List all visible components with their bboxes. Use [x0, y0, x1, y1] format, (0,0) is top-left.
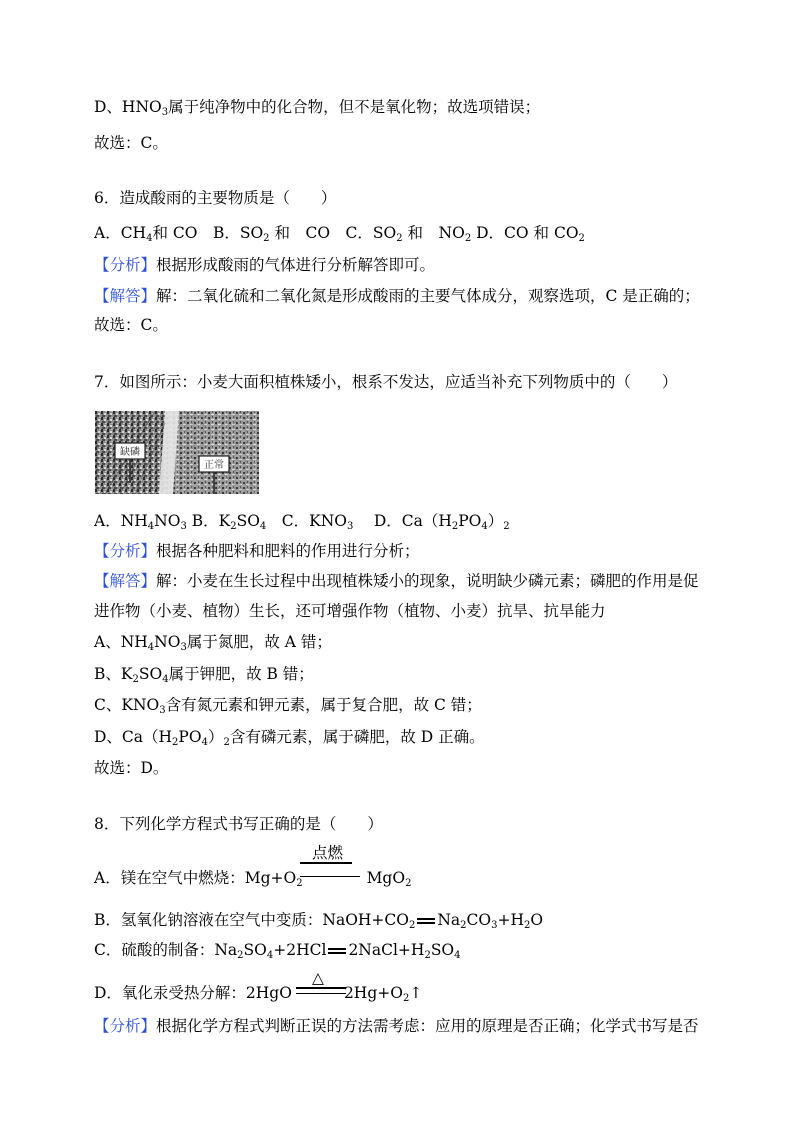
equals-sign-icon — [326, 940, 348, 960]
q7-solution-line1: 【解答】解：小麦在生长过程中出现植株矮小的现象，说明缺少磷元素；磷肥的作用是促 — [94, 572, 699, 590]
q8-option-a: A．镁在空气中燃烧：$Mg+O_2$ MgO$_2$ — [94, 869, 412, 889]
q6-solution: 【解答】解：二氧化硫和二氧化氮是形成酸雨的主要气体成分，观察选项，C 是正确的； — [94, 287, 700, 305]
q7-stem: 7．如图所示：小麦大面积植株矮小，根系不发达，应适当补充下列物质中的（ ） — [94, 373, 678, 391]
q7-review-d: D、$Ca(H_2PO_4)_2$含有磷元素，属于磷肥，故 D 正确。 — [94, 728, 485, 748]
q5-option-d-review: D、$HNO_3$属于纯净物中的化合物，但不是氧化物；故选项错误； — [94, 98, 541, 118]
q6-options: A．$CH_4$和 CO B．$SO_2$ 和 CO C．$SO_2$ 和 $NO_2$ D．CO 和 $CO_2$ — [94, 224, 585, 244]
q7-options: A．$NH_4NO_3$ B．$K_2SO_4$ C．$KNO_3$ D．$Ca(H_2PO_4)_2$ — [94, 512, 510, 532]
q7-review-c: C、$KNO_3$含有氮元素和钾元素，属于复合肥，故 C 错； — [94, 696, 482, 716]
q7-solution-line2: 进作物（小麦、植物）生长，还可增强作物（植物、小麦）抗旱、抗旱能力 — [94, 602, 606, 620]
q7-review-a: A、$NH_4NO_3$属于氮肥，故 A 错； — [94, 633, 332, 653]
q8-a-condition-underline — [300, 862, 352, 864]
q6-analysis: 【分析】根据形成酸雨的气体进行分析解答即可。 — [94, 256, 436, 274]
q5-answer: 故选：C。 — [94, 134, 168, 152]
q8-option-d: D．氧化汞受热分解：2HgO $2Hg+O_2↑$ — [94, 984, 423, 1004]
equals-sign-icon — [415, 910, 437, 930]
q6-answer: 故选：C。 — [94, 316, 168, 334]
svg-text:正常: 正常 — [204, 460, 224, 471]
q7-review-b: B、$K_2SO_4$属于钾肥，故 B 错； — [94, 665, 314, 685]
q8-option-b: B．氢氧化钠溶液在空气中变质：$NaOH+CO_2$ $Na_2CO_3+H_2O$ — [94, 911, 544, 931]
q8-a-condition: 点燃 — [312, 844, 344, 862]
q8-analysis: 【分析】根据化学方程式判断正误的方法需考虑：应用的原理是否正确；化学式书写是否 — [94, 1017, 699, 1035]
q7-answer: 故选：D。 — [94, 759, 169, 777]
svg-text:缺磷: 缺磷 — [120, 447, 140, 458]
wheat-field-photo — [95, 411, 259, 494]
q8-d-condition: △ — [312, 969, 324, 987]
q6-stem: 6．造成酸雨的主要物质是（ ） — [94, 189, 337, 207]
q8-option-c: C．硫酸的制备：$Na_2SO_4+2HCl$ $2NaCl+H_2SO_4$ — [94, 941, 461, 961]
q8-stem: 8．下列化学方程式书写正确的是（ ） — [94, 815, 383, 833]
q7-analysis: 【分析】根据各种肥料和肥料的作用进行分析； — [94, 542, 420, 560]
